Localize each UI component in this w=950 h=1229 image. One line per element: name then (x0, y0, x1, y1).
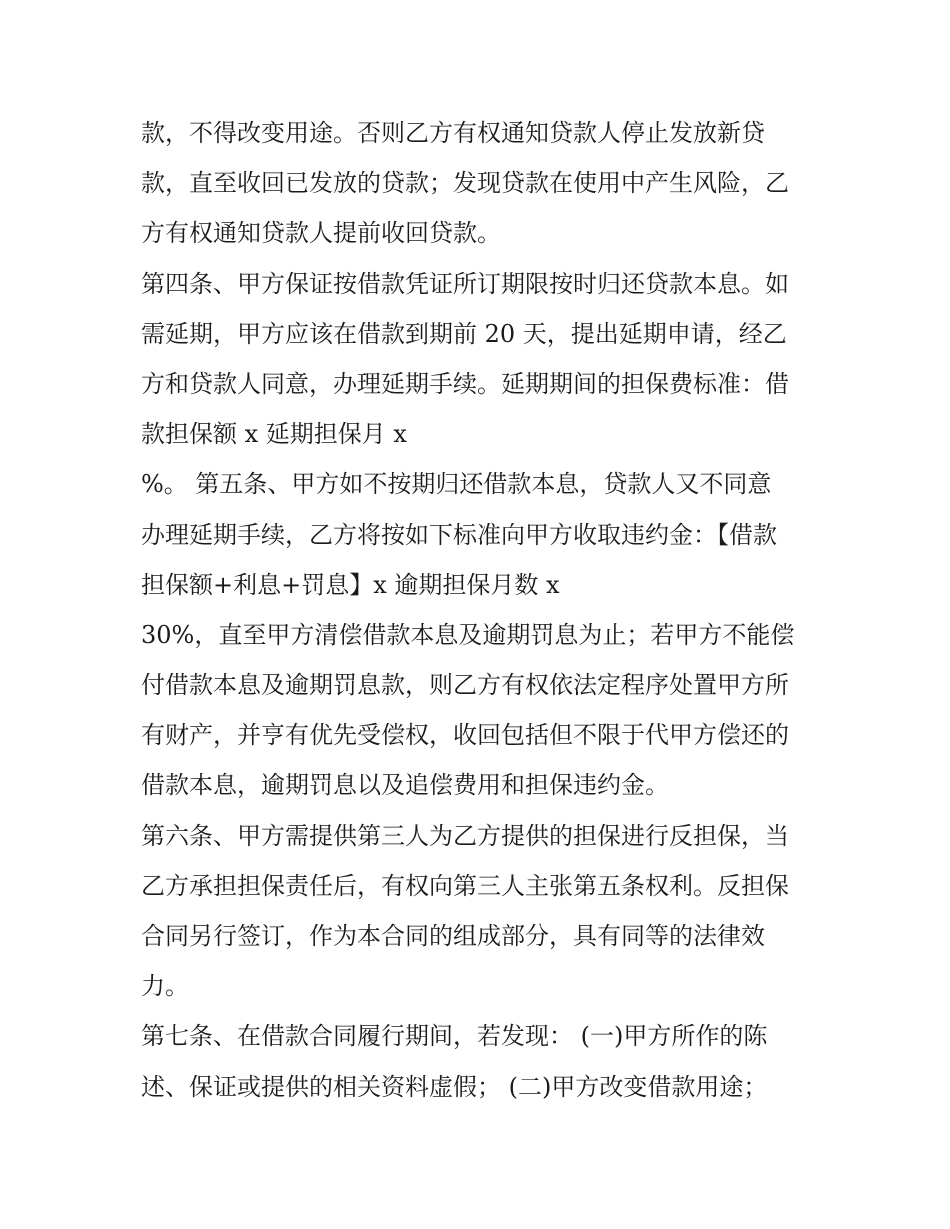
text-line: 借款本息，逾期罚息以及追偿费用和担保违约金。 (141, 771, 669, 800)
text-line: 合同另行签订，作为本合同的组成部分，具有同等的法律效 (141, 922, 765, 950)
text-line: 需延期，甲方应该在借款到期前 20 天，提出延期申请，经乙 (141, 319, 787, 348)
text-line: 付借款本息及逾期罚息款，则乙方有权依法定程序处置甲方所 (141, 671, 789, 700)
text-line: 款，直至收回已发放的贷款；发现贷款在使用中产生风险，乙 (141, 169, 789, 198)
text-line: 乙方承担担保责任后，有权向第三人主张第五条权利。反担保 (141, 871, 789, 900)
text-line: 第四条、甲方保证按借款凭证所订期限按时归还贷款本息。如 (141, 269, 789, 298)
text-line: 方有权通知贷款人提前收回贷款。 (141, 219, 501, 248)
text-line: 第七条、在借款合同履行期间，若发现： (一)甲方所作的陈 (141, 1022, 768, 1051)
text-line: %。 第五条、甲方如不按期归还借款本息，贷款人又不同意 (141, 470, 772, 499)
text-line: 办理延期手续，乙方将按如下标准向甲方收取违约金：【借款 (141, 520, 777, 549)
text-line: 力。 (141, 972, 189, 1001)
text-line: 款担保额 x 延期担保月 x (141, 420, 407, 449)
text-line: 述、保证或提供的相关资料虚假； (二)甲方改变借款用途； (141, 1072, 768, 1101)
text-line: 第六条、甲方需提供第三人为乙方提供的担保进行反担保，当 (141, 821, 789, 850)
text-line: 款，不得改变用途。否则乙方有权通知贷款人停止发放新贷 (141, 119, 765, 147)
text-line: 30%，直至甲方清偿借款本息及逾期罚息为止；若甲方不能偿 (141, 620, 795, 649)
text-line: 方和贷款人同意，办理延期手续。延期期间的担保费标准：借 (141, 369, 789, 398)
text-line: 有财产，并亨有优先受偿权，收回包括但不限于代甲方偿还的 (141, 721, 789, 750)
document-body (141, 108, 821, 1112)
text-line: 担保额+利息+罚息】x 逾期担保月数 x (141, 570, 560, 599)
